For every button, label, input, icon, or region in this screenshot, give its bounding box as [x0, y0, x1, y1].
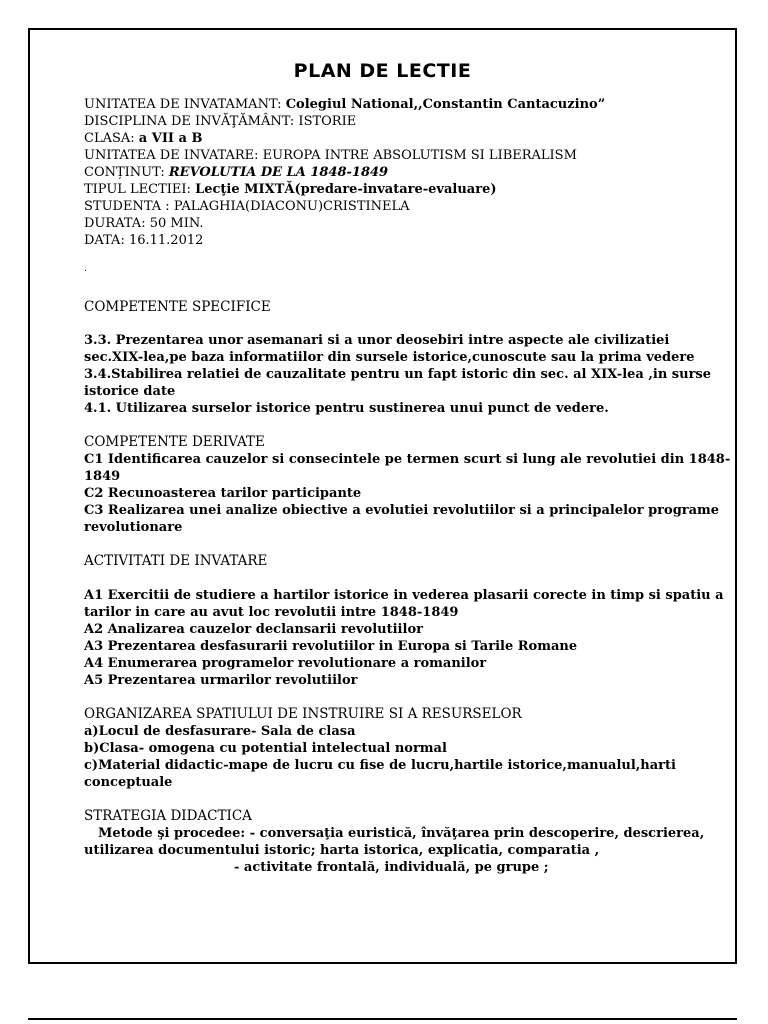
activitati-heading: ACTIVITATI DE INVATARE: [84, 553, 268, 569]
list-item: C2 Recunoasterea tarilor participante: [84, 486, 362, 501]
disciplina-line: DISCIPLINA DE INVĂŢĂMÂNT: ISTORIE: [84, 114, 357, 129]
activitati-list: [84, 587, 724, 689]
continut-value: REVOLUTIA DE LA 1848-1849: [168, 165, 389, 180]
strategia-heading: STRATEGIA DIDACTICA: [84, 808, 252, 824]
list-item: 4.1. Utilizarea surselor istorice pentru sustinerea unui punct de vedere.: [84, 401, 609, 416]
tipul-label: TIPUL LECTIEI:: [84, 182, 191, 197]
competente-derivate-heading: COMPETENTE DERIVATE: [84, 434, 265, 450]
list-item: revolutionare: [84, 520, 183, 535]
strategia-body: [84, 825, 705, 876]
list-item: conceptuale: [84, 775, 173, 790]
clasa-label: CLASA:: [84, 131, 135, 146]
competente-derivate-list: [84, 451, 731, 536]
list-item: istorice date: [84, 384, 176, 399]
page-title: PLAN DE LECTIE: [293, 60, 472, 82]
list-item: c)Material didactic-mape de lucru cu fise de lucru,hartile istorice,manualul,harti: [84, 758, 676, 773]
studenta-line: STUDENTA : PALAGHIA(DIACONU)CRISTINELA: [84, 199, 410, 214]
list-item: tarilor in care au avut loc revolutii intre 1848-1849: [84, 605, 459, 620]
list-item: A5 Prezentarea urmarilor revolutiilor: [84, 673, 358, 688]
list-item: C3 Realizarea unei analize obiective a evolutiei revolutiilor si a principalelor programe: [84, 503, 720, 518]
list-item: A3 Prezentarea desfasurarii revolutiilor in Europa si Tarile Romane: [84, 639, 578, 654]
next-page-edge: [28, 1018, 737, 1020]
list-item: sec.XIX-lea,pe baza informatiilor din sursele istorice,cunoscute sau la prima vedere: [84, 350, 695, 365]
list-item: 1849: [84, 469, 121, 484]
organizarea-list: [84, 723, 684, 791]
data-line: DATA: 16.11.2012: [84, 233, 204, 248]
organizarea-heading: ORGANIZAREA SPATIULUI DE INSTRUIRE SI A RESURSELOR: [84, 706, 522, 722]
list-item: A2 Analizarea cauzelor declansarii revolutiilor: [84, 622, 423, 637]
continut-line: [84, 164, 684, 181]
list-item: 3.4.Stabilirea relatiei de cauzalitate pentru un fapt istoric din sec. al XIX-lea ,in surse: [84, 367, 712, 382]
unitatea-value: Colegiul National,,Constantin Cantacuzino”: [285, 97, 606, 112]
strategia-line-3: - activitate frontală, individuală, pe grupe ;: [234, 860, 549, 875]
competente-specifice-list: [84, 332, 712, 417]
list-item: b)Clasa- omogena cu potential intelectual normal: [84, 741, 447, 756]
unitatea-invatare-line: UNITATEA DE INVATARE: EUROPA INTRE ABSOLUTISM SI LIBERALISM: [84, 148, 577, 163]
continut-label: CONȚINUT:: [84, 165, 165, 180]
clasa-value: a VII a B: [138, 131, 203, 146]
tipul-value: Lecţie MIXTĂ(predare-invatare-evaluare): [195, 182, 497, 197]
stray-dot: .: [84, 264, 87, 274]
unitatea-line: [84, 96, 684, 113]
clasa-line: [84, 130, 684, 147]
list-item: C1 Identificarea cauzelor si consecintele pe termen scurt si lung ale revolutiei din 1848-: [84, 452, 731, 467]
competente-specifice-heading: COMPETENTE SPECIFICE: [84, 299, 271, 315]
durata-line: DURATA: 50 MIN.: [84, 216, 204, 231]
strategia-line-2: utilizarea documentului istoric; harta istorica, explicatia, comparatia ,: [84, 843, 600, 858]
list-item: A4 Enumerarea programelor revolutionare a romanilor: [84, 656, 487, 671]
document-body: [84, 96, 731, 876]
strategia-line-1: Metode şi procedee: - conversaţia euristică, învăţarea prin descoperire, descrierea,: [98, 826, 705, 841]
list-item: 3.3. Prezentarea unor asemanari si a unor deosebiri intre aspecte ale civilizatiei: [84, 333, 670, 348]
tipul-line: [84, 181, 684, 198]
unitatea-label: UNITATEA DE INVATAMANT:: [84, 97, 282, 112]
list-item: A1 Exercitii de studiere a hartilor istorice in vederea plasarii corecte in timp si spatiu a: [84, 588, 724, 603]
list-item: a)Locul de desfasurare- Sala de clasa: [84, 724, 356, 739]
